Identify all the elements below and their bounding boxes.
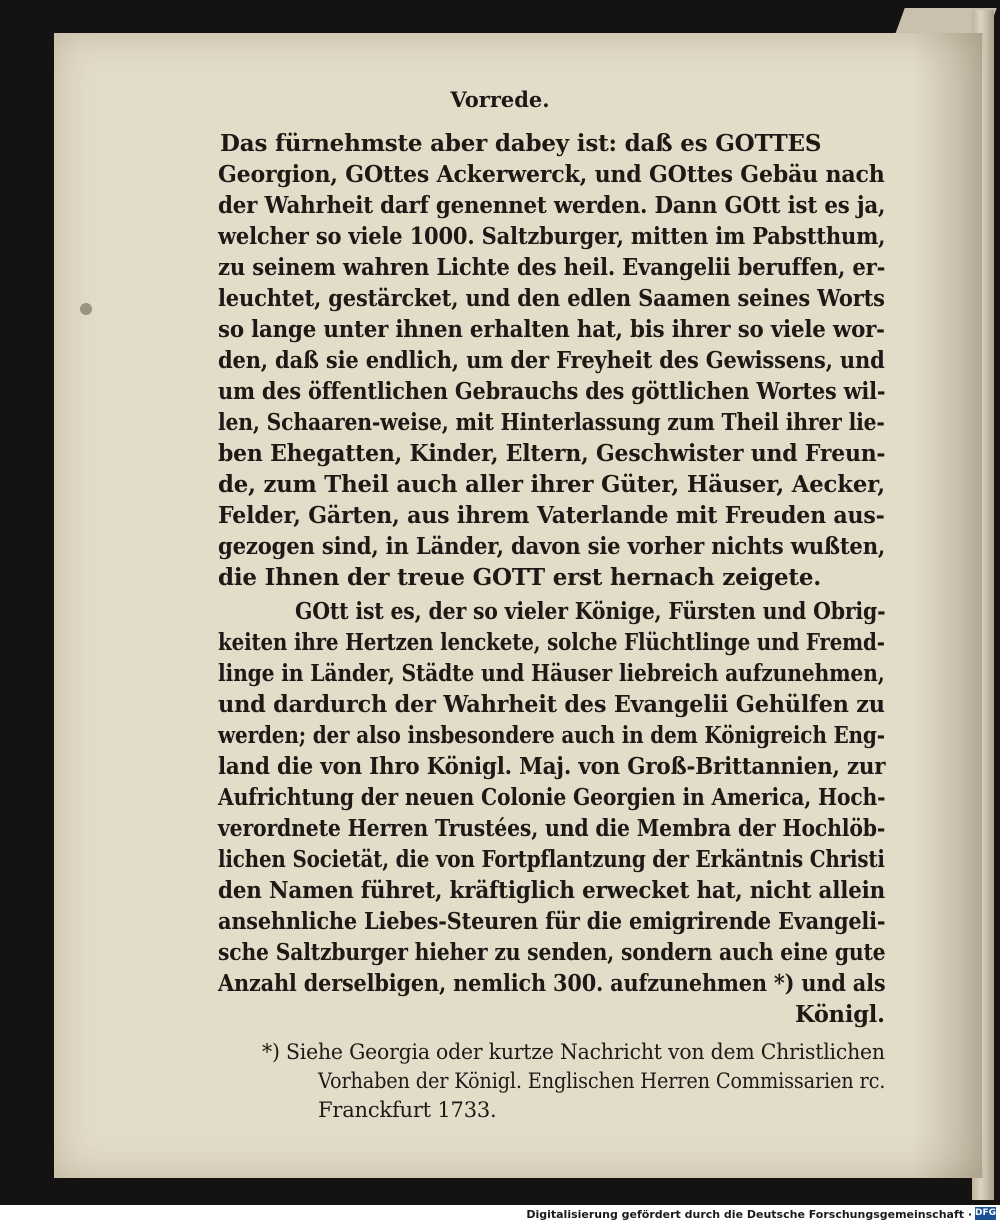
body-line: sche Saltzburger hieher zu senden, sondern auch eine gute [218,939,886,966]
footnote-line: Franckfurt 1733. [318,1098,497,1122]
gutter-shadow [912,33,982,1178]
footnote-line: *) Siehe Georgia oder kurtze Nachricht von dem Christlichen [262,1040,885,1064]
body-line: um des öffentlichen Gebrauchs des göttlichen Wortes wil- [218,378,886,405]
body-line: keiten ihre Hertzen lenckete, solche Flüchtlinge und Fremd- [218,629,885,656]
dfg-logo: DFG [975,1208,997,1218]
catchword: Königl. [795,1001,885,1028]
body-line: GOtt ist es, der so vieler Könige, Fürsten und Obrig- [295,598,886,625]
page-header: Vorrede. [450,87,550,112]
body-line: leuchtet, gestärcket, und den edlen Saamen seines Worts [218,285,885,312]
body-line: der Wahrheit darf genennet werden. Dann GOtt ist es ja, [218,192,886,219]
paper-spot [80,303,92,315]
body-line: len, Schaaren-weise, mit Hinterlassung zum Theil ihrer lie- [218,409,885,436]
body-line: linge in Länder, Städte und Häuser liebreich aufzunehmen, [218,660,885,687]
body-line: Felder, Gärten, aus ihrem Vaterlande mit Freuden aus- [218,502,885,529]
body-line: gezogen sind, in Länder, davon sie vorher nichts wußten, [218,533,886,560]
body-line: verordnete Herren Trustées, und die Membra der Hochlöb- [218,815,886,842]
footer-credit: Digitalisierung gefördert durch die Deutsche Forschungsgemeinschaft · [526,1208,972,1221]
body-line: werden; der also insbesondere auch in dem Königreich Eng- [218,722,885,749]
body-line: Georgion, GOttes Ackerwerck, und GOttes Gebäu nach [218,161,885,188]
body-line: die Ihnen der treue GOTT erst hernach zeigete. [218,564,822,591]
body-line: Anzahl derselbigen, nemlich 300. aufzunehmen *) und als [218,970,886,997]
body-line: Aufrichtung der neuen Colonie Georgien in America, Hoch- [218,784,886,811]
body-line: zu seinem wahren Lichte des heil. Evangelii beruffen, er- [218,254,886,281]
body-line: Das fürnehmste aber dabey ist: daß es GOTTES [220,130,822,157]
body-line: ben Ehegatten, Kinder, Eltern, Geschwister und Freun- [218,440,886,467]
body-line: welcher so viele 1000. Saltzburger, mitten im Pabstthum, [218,223,886,250]
body-line: de, zum Theil auch aller ihrer Güter, Häuser, Aecker, [218,471,886,498]
body-line: und dardurch der Wahrheit des Evangelii Gehülfen zu [218,691,885,718]
body-line: lichen Societät, die von Fortpflantzung der Erkäntnis Christi [218,846,885,873]
body-line: so lange unter ihnen erhalten hat, bis ihrer so viele wor- [218,316,885,343]
body-line: den, daß sie endlich, um der Freyheit des Gewissens, und [218,347,885,374]
body-line: land die von Ihro Königl. Maj. von Groß-Brittannien, zur [218,753,886,780]
body-line: ansehnliche Liebes-Steuren für die emigrirende Evangeli- [218,908,886,935]
body-line: den Namen führet, kräftiglich erwecket hat, nicht allein [218,877,886,904]
footnote-line: Vorhaben der Königl. Englischen Herren Commissarien rc. [318,1069,886,1093]
